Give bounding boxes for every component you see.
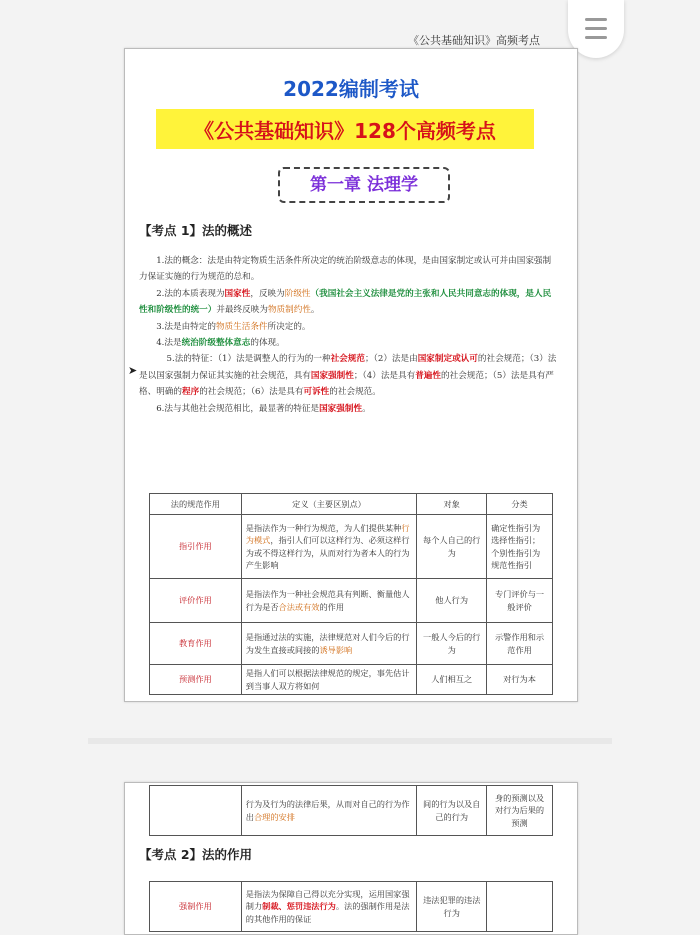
table-header: 对象: [417, 494, 487, 515]
table-header: 定义（主要区别点）: [241, 494, 417, 515]
paragraph-5: 5.法的特征：（1）法是调整人的行为的一种社会规范；（2）法是由国家制定或认可的社会规范；（3）法是以国家强制力保证其实施的社会规范，具有国家强制性；（4）法是具有普遍性的社会规范；（5）法是具有严格、明确的程序的社会规范；（6）法是具有可诉性的社会规范。: [139, 354, 557, 398]
table-row: [150, 665, 553, 695]
paragraph-6: 6.法与其他社会规范相比，最显著的特征是国家强制性。: [156, 403, 371, 414]
document-header-label: 《公共基础知识》高频考点: [408, 34, 540, 47]
table-row: [150, 623, 553, 665]
paragraph-3: 3.法是由特定的物质生活条件所决定的。: [156, 321, 311, 332]
row-object: 一般人今后的行为: [417, 623, 487, 665]
row-object: 间的行为以及自己的行为: [417, 786, 487, 836]
document-page-2: [124, 782, 578, 935]
page-subtitle: 《公共基础知识》128个高频考点: [194, 119, 496, 143]
table-header-row: [150, 494, 553, 515]
row-definition: 是指通过法的实施，法律规范对人们今后的行为发生直接或间接的诱导影响: [241, 623, 417, 665]
law-function-table-2: [149, 881, 553, 932]
paragraph-4: 4.法是统治阶级整体意志的体现。: [156, 338, 285, 349]
table-header: 分类: [487, 494, 553, 515]
table-row: [150, 882, 553, 932]
row-category: 预测作用: [150, 665, 242, 695]
row-classification: 确定性指引为选择性指引；个别性指引为规范性指引: [487, 515, 553, 579]
row-classification: [487, 882, 553, 932]
row-object: 他人行为: [417, 579, 487, 623]
table-row: [150, 786, 553, 836]
section-heading-2-label: 【考点 2】法的作用: [139, 847, 253, 862]
row-category: 强制作用: [150, 882, 242, 932]
section-heading-2: [139, 845, 252, 863]
document-page-1: [124, 48, 578, 702]
page-title: 2022编制考试: [283, 77, 419, 101]
section-1-body: [139, 253, 557, 417]
row-object: 人们相互之: [417, 665, 487, 695]
row-definition: 是指法作为一种行为规范，为人们提供某种行为模式，指引人们可以这样行为、必须这样行为或不得这样行为，从而对行为者本人的行为产生影响: [241, 515, 417, 579]
row-classification: 身的预测以及对行为后果的预测: [487, 786, 553, 836]
law-function-table-continued: [149, 785, 553, 836]
row-category: 指引作用: [150, 515, 242, 579]
paragraph-2: 2.法的本质表现为国家性，反映为阶级性（我国社会主义法律是党的主张和人民共同意志的体现，是人民性和阶级性的统一）并最终反映为物质制约性。: [139, 288, 552, 316]
row-object: 违法犯罪的违法行为: [417, 882, 487, 932]
section-heading-1: [139, 221, 252, 239]
row-definition: 是指法作为一种社会规范具有判断、衡量他人行为是否合法或有效的作用: [241, 579, 417, 623]
paragraph-1: 1.法的概念：法是由特定物质生活条件所决定的统治阶级意志的体现，是由国家制定或认可并由国家强制力保证实施的行为规范的总和。: [139, 256, 552, 283]
arrow-pointer-icon: ➤: [128, 364, 138, 377]
row-definition: 行为及行为的法律后果，从而对自己的行为作出合理的安排: [241, 786, 417, 836]
row-classification: 专门评价与一般评价: [487, 579, 553, 623]
row-definition: 是指人们可以根据法律规范的规定，事先估计到当事人双方将如何: [241, 665, 417, 695]
row-definition: 是指法为保障自己得以充分实现，运用国家强制力制裁、惩罚违法行为。法的强制作用是法的其他作用的保证: [241, 882, 417, 932]
row-category: 教育作用: [150, 623, 242, 665]
law-function-table: [149, 493, 553, 695]
page-separator: [88, 738, 612, 744]
table-header: 法的规范作用: [150, 494, 242, 515]
section-heading-1-label: 【考点 1】法的概述: [139, 223, 253, 238]
row-category: [150, 786, 242, 836]
chapter-heading: 第一章 法理学: [278, 167, 450, 203]
table-row: [150, 579, 553, 623]
table-row: [150, 515, 553, 579]
row-object: 每个人自己的行为: [417, 515, 487, 579]
row-category: 评价作用: [150, 579, 242, 623]
row-classification: 对行为本: [487, 665, 553, 695]
row-classification: 示警作用和示范作用: [487, 623, 553, 665]
